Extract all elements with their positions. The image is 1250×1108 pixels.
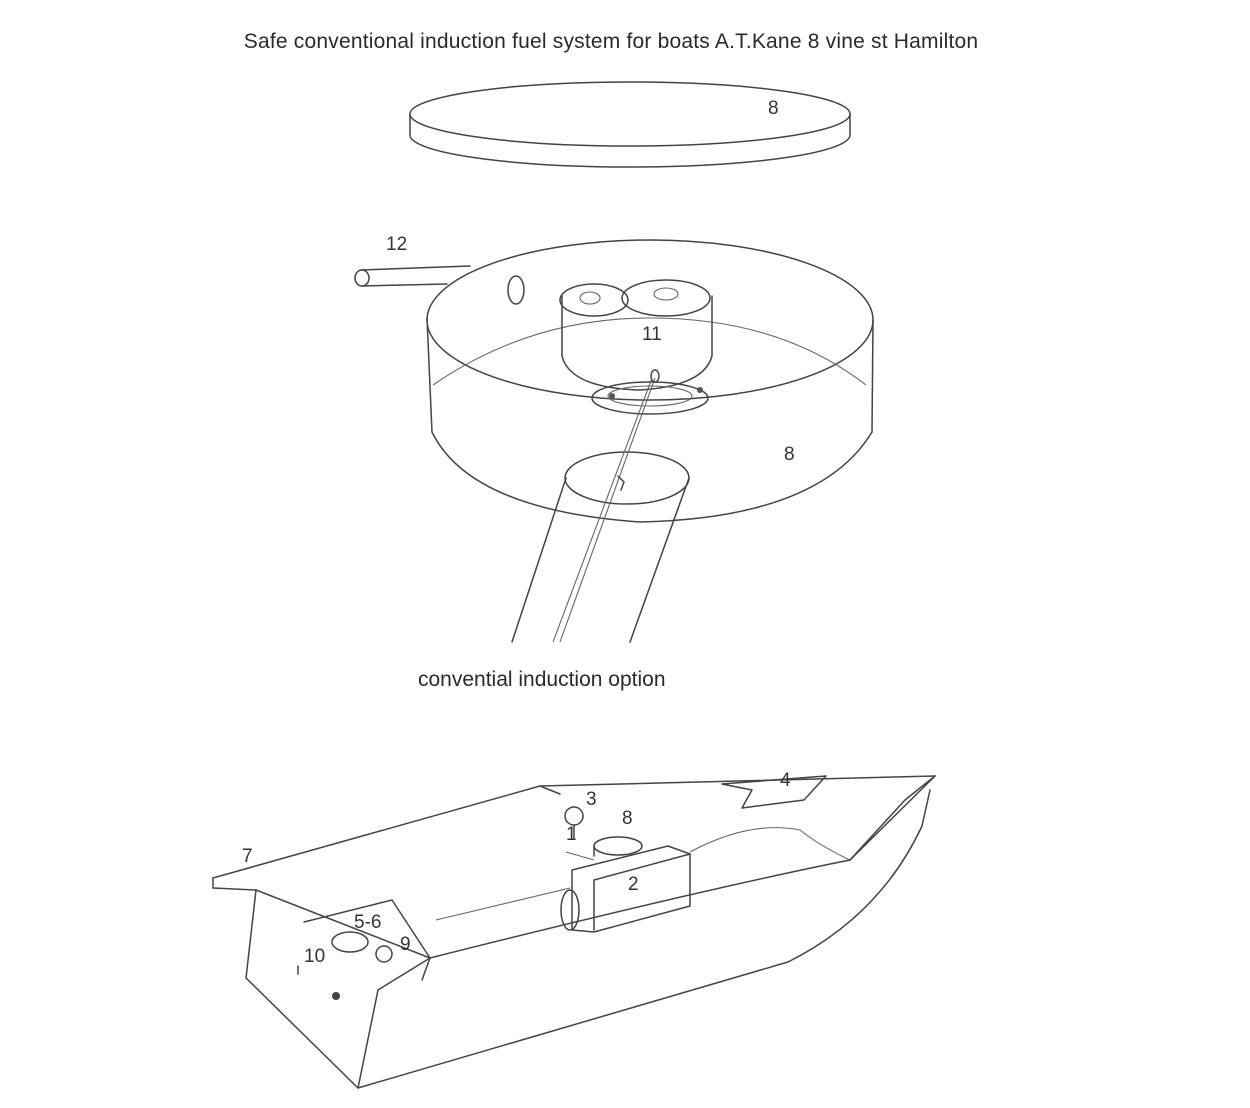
fuel-pan (427, 240, 873, 522)
induction-tube (512, 378, 689, 642)
label-1: 1 (566, 824, 577, 845)
lid-disc (410, 82, 850, 167)
diagram-subtitle: convential induction option (418, 668, 666, 691)
label-7: 7 (242, 846, 253, 867)
canister (560, 280, 712, 414)
boat-hull (213, 776, 935, 1088)
label-bow: 4 (780, 770, 791, 791)
label-8-boat: 8 (622, 808, 633, 829)
label-10: 10 (304, 946, 326, 967)
label-pan: 8 (784, 444, 795, 465)
label-5-6: 5-6 (354, 912, 382, 933)
label-pipe: 12 (386, 234, 408, 255)
label-9: 9 (400, 934, 411, 955)
label-lid: 8 (768, 98, 779, 119)
label-2: 2 (628, 874, 639, 895)
label-canister: 11 (642, 324, 662, 345)
diagram-title: Safe conventional induction fuel system for boats A.T.Kane 8 vine st Hamilton (243, 30, 979, 53)
label-3: 3 (586, 789, 597, 810)
